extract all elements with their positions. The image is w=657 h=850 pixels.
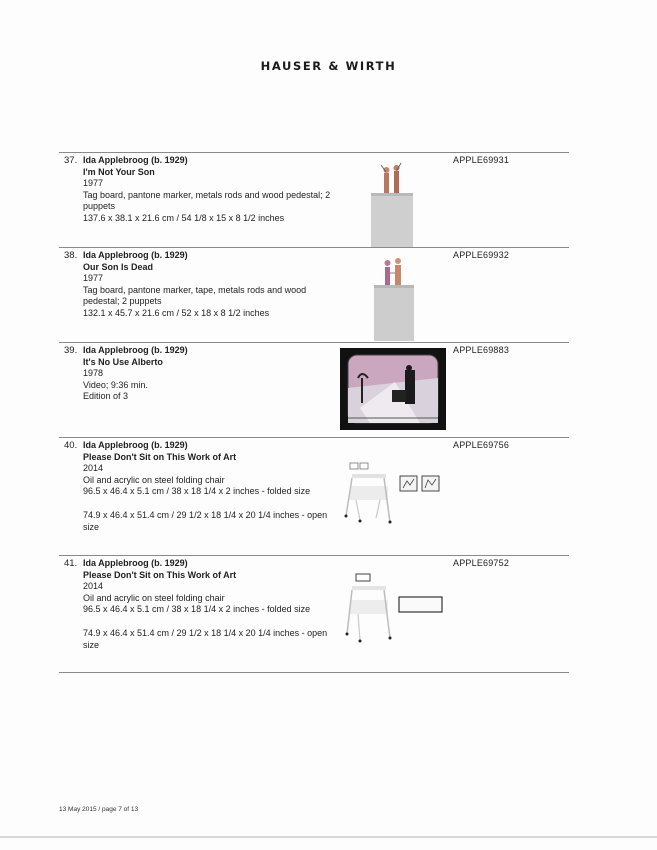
inventory-ref: APPLE69932 xyxy=(453,250,510,260)
artwork-image xyxy=(372,255,416,341)
artwork-image xyxy=(368,161,416,247)
entry-number: 40. xyxy=(64,440,78,451)
artist-name: Ida Applebroog (b. 1929) xyxy=(83,155,188,165)
artwork-year: 2014 xyxy=(83,463,104,474)
artwork-year: 1977 xyxy=(83,273,104,284)
artwork-year: 1978 xyxy=(83,368,104,379)
gallery-brand: HAUSER & WIRTH xyxy=(260,59,397,73)
artwork-year: 2014 xyxy=(83,581,104,592)
entry-number: 39. xyxy=(64,345,78,356)
divider xyxy=(59,152,569,153)
entry-details xyxy=(83,155,338,225)
artwork-year: 1977 xyxy=(83,178,104,189)
artwork-dimensions-folded: 96.5 x 46.4 x 5.1 cm / 38 x 18 1/4 x 2 inches - folded size xyxy=(83,604,311,615)
artwork-dimensions: 137.6 x 38.1 x 21.6 cm / 54 1/8 x 15 x 8 1/2 inches xyxy=(83,212,285,223)
page-footer: 13 May 2015 / page 7 of 13 xyxy=(59,806,139,813)
artwork-title: Please Don't Sit on This Work of Art xyxy=(83,451,237,462)
entry-number: 37. xyxy=(64,155,78,166)
artist-name: Ida Applebroog (b. 1929) xyxy=(83,345,188,355)
artwork-dimensions: 132.1 x 45.7 x 21.6 cm / 52 x 18 x 8 1/2 inches xyxy=(83,307,270,318)
artwork-medium: Oil and acrylic on steel folding chair xyxy=(83,474,225,485)
divider xyxy=(59,247,569,248)
artwork-dimensions-folded: 96.5 x 46.4 x 5.1 cm / 38 x 18 1/4 x 2 inches - folded size xyxy=(83,486,311,497)
artist-name: Ida Applebroog (b. 1929) xyxy=(83,250,188,260)
artwork-image xyxy=(340,348,446,430)
artwork-dimensions-open: 74.9 x 46.4 x 51.4 cm / 29 1/2 x 18 1/4 x 20 1/4 inches - open size xyxy=(83,627,328,650)
artwork-title: It's No Use Alberto xyxy=(83,356,163,367)
artwork-title: Please Don't Sit on This Work of Art xyxy=(83,569,237,580)
divider xyxy=(59,672,569,673)
entry-details xyxy=(83,558,338,651)
inventory-ref: APPLE69883 xyxy=(453,345,510,355)
divider xyxy=(59,342,569,343)
entry-number: 38. xyxy=(64,250,78,261)
divider xyxy=(59,555,569,556)
scan-edge xyxy=(0,836,657,838)
artwork-medium: Tag board, pantone marker, metals rods and wood pedestal; 2 puppets xyxy=(83,189,331,212)
inventory-ref: APPLE69756 xyxy=(453,440,510,450)
artwork-image xyxy=(342,460,446,526)
artwork-dimensions-open: 74.9 x 46.4 x 51.4 cm / 29 1/2 x 18 1/4 x 20 1/4 inches - open size xyxy=(83,509,328,532)
artwork-medium: Video; 9:36 min. xyxy=(83,379,148,390)
entry-details xyxy=(83,250,338,320)
entry-details xyxy=(83,345,338,403)
divider xyxy=(59,437,569,438)
inventory-ref: APPLE69752 xyxy=(453,558,510,568)
artist-name: Ida Applebroog (b. 1929) xyxy=(83,440,188,450)
entry-details xyxy=(83,440,338,533)
artwork-title: I'm Not Your Son xyxy=(83,166,155,177)
artist-name: Ida Applebroog (b. 1929) xyxy=(83,558,188,568)
inventory-ref: APPLE69931 xyxy=(453,155,510,165)
artwork-medium: Oil and acrylic on steel folding chair xyxy=(83,592,225,603)
artwork-image xyxy=(342,572,446,646)
artwork-medium: Tag board, pantone marker, tape, metals rods and wood pedestal; 2 puppets xyxy=(83,284,307,307)
artwork-title: Our Son Is Dead xyxy=(83,261,154,272)
artwork-edition: Edition of 3 xyxy=(83,391,129,402)
entry-number: 41. xyxy=(64,558,78,569)
